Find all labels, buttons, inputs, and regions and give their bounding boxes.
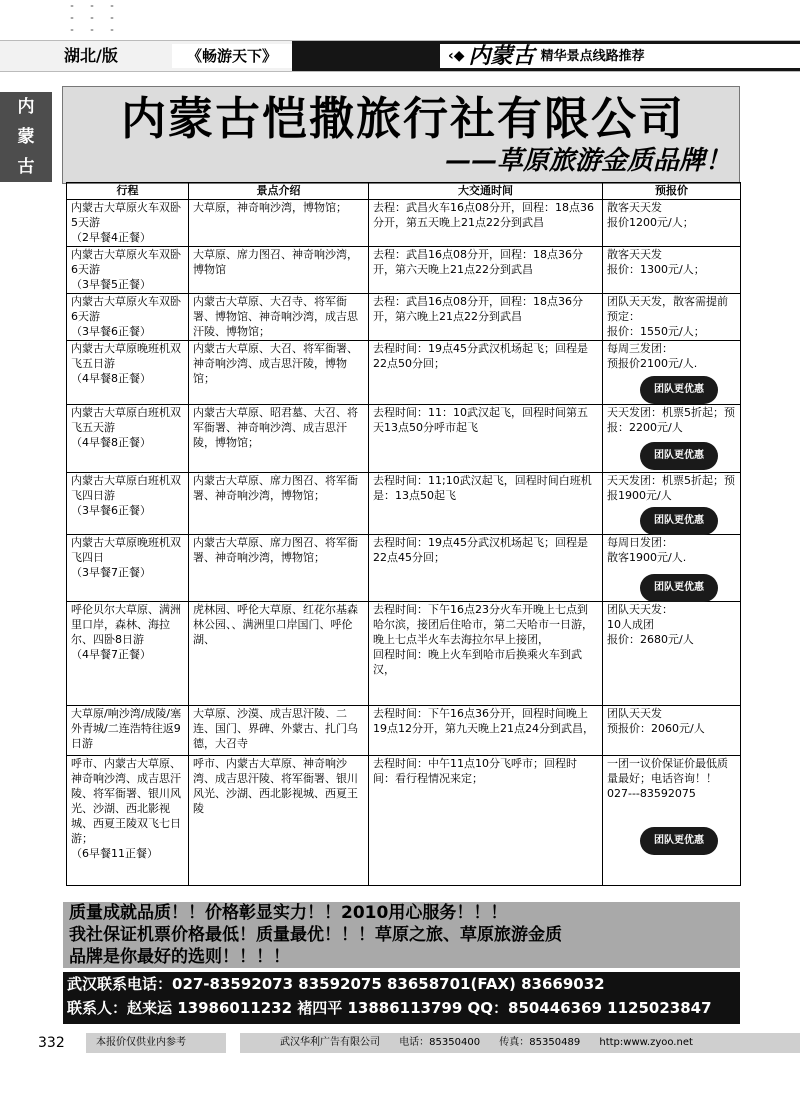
table-row — [67, 341, 741, 405]
sights-cell: 呼市、内蒙古大草原、神奇响沙湾、成吉思汗陵、将军衙署、银川风光、沙湖、西北影视城、西夏王陵 — [189, 756, 369, 886]
route-name: 内蒙古大草原白班机双飞四日游 — [71, 474, 181, 502]
decorative-dot-grid — [62, 0, 122, 36]
transport-line: 去程：武昌火车16点08分开，回程：18点36分开，第五天晚上21点22分到武昌 — [373, 201, 594, 229]
transport-line: 回程时间：晚上火车到哈市后换乘火车到武汉， — [373, 648, 582, 676]
side-region-tab — [0, 92, 52, 182]
tour-price-table — [66, 182, 741, 886]
meal-info: （2早餐4正餐） — [71, 231, 151, 244]
price-cell — [603, 473, 741, 535]
transport-cell — [369, 473, 603, 535]
transport-cell — [369, 294, 603, 341]
table-row — [67, 200, 741, 247]
price-cell — [603, 294, 741, 341]
price-line: 报价：1300元/人； — [607, 263, 705, 276]
group-discount-badge: 团队更优惠 — [643, 830, 715, 852]
route-cell — [67, 756, 189, 886]
header-price: 预报价 — [603, 183, 741, 200]
contact-people: 联系人：赵来运 13986011232 褚四平 13886113799 QQ：850446369 1125023847 — [67, 999, 712, 1017]
table-row — [67, 473, 741, 535]
price-cell — [603, 706, 741, 756]
brand-slogan: ——草原旅游金质品牌！ — [444, 146, 731, 176]
route-cell — [67, 294, 189, 341]
route-cell — [67, 602, 189, 706]
route-name: 内蒙古大草原晚班机双飞四日 — [71, 536, 181, 564]
meal-info: （3早餐6正餐） — [71, 325, 151, 338]
price-cell — [603, 535, 741, 602]
side-tab-char: 内 — [17, 97, 35, 117]
footer-website: http:www.zyoo.net — [599, 1037, 693, 1048]
header-sights: 景点介绍 — [189, 183, 369, 200]
transport-line: 去程时间：下午16点23分火车开晚上七点到哈尔滨，接团后住哈市，第二天哈市一日游，晚上七点半火车去海拉尔早上接团， — [373, 603, 593, 646]
header-route: 行程 — [67, 183, 189, 200]
route-name: 内蒙古大草原白班机双飞五天游 — [71, 406, 181, 434]
section-label: 《畅游天下》 — [172, 44, 292, 68]
company-name: 内蒙古恺撒旅行社有限公司 — [120, 92, 685, 145]
transport-cell — [369, 706, 603, 756]
price-line: 天天发团：机票5折起；预报1900元/人 — [607, 474, 735, 502]
price-cell — [603, 341, 741, 405]
footer-note: 本报价仅供业内参考 — [86, 1033, 226, 1053]
transport-cell — [369, 247, 603, 294]
transport-cell — [369, 405, 603, 473]
price-cell — [603, 200, 741, 247]
price-line: 散客天天发 — [607, 201, 662, 214]
footer-fax: 传真：85350489 — [499, 1037, 581, 1048]
region-subtitle: 精华景点线路推荐 — [540, 49, 645, 64]
table-row — [67, 602, 741, 706]
table-row — [67, 756, 741, 886]
table-row — [67, 294, 741, 341]
footer-phone: 电话：85350400 — [399, 1037, 481, 1048]
route-cell — [67, 535, 189, 602]
meal-info: （3早餐7正餐） — [71, 566, 151, 579]
price-line: 天天发团：机票5折起；预报：2200元/人 — [607, 406, 735, 434]
promo-line: 质量成就品质！！价格彰显实力！！2010用心服务！！！ — [69, 903, 508, 923]
footer-publisher: 武汉华利广告有限公司 — [280, 1037, 380, 1048]
meal-info: （6早餐11正餐） — [71, 847, 158, 860]
transport-cell — [369, 535, 603, 602]
region-script-title: 内蒙古 — [468, 43, 535, 69]
meal-info: （3早餐6正餐） — [71, 504, 151, 517]
side-tab-char: 蒙 — [17, 127, 35, 147]
price-line: 报价1200元/人； — [607, 216, 694, 229]
sights-cell: 大草原、席力图召、神奇响沙湾，博物馆 — [189, 247, 369, 294]
price-line: 团队天天发，散客需提前预定： — [607, 295, 728, 323]
price-line: 团队天天发 — [607, 707, 662, 720]
price-line: 027---83592075 — [607, 787, 696, 800]
sights-cell: 内蒙古大草原、大召寺、将军衙署、博物馆、神奇响沙湾，成吉思汗陵、博物馆； — [189, 294, 369, 341]
promo-line: 品牌是你最好的选则！！！！ — [69, 947, 290, 967]
price-line: 报价：2680元/人 — [607, 633, 694, 646]
price-line: 预报价2100元/人. — [607, 357, 698, 370]
transport-line: 去程时间：19点45分武汉机场起飞；回程是22点50分回； — [373, 342, 588, 370]
header-transport: 大交通时间 — [369, 183, 603, 200]
price-line: 每周三发团： — [607, 342, 673, 355]
table-row — [67, 706, 741, 756]
transport-line: 去程时间：11;10武汉起飞，回程时间白班机是：13点50起飞 — [373, 474, 592, 502]
price-line: 每周日发团： — [607, 536, 673, 549]
region-tag — [440, 44, 800, 68]
edition-label: 湖北/版 — [64, 46, 118, 65]
table-row — [67, 405, 741, 473]
table-header-row — [67, 183, 741, 200]
sights-cell: 大草原，神奇响沙湾，博物馆； — [189, 200, 369, 247]
price-line: 团队天天发： — [607, 603, 673, 616]
price-line: 散客天天发 — [607, 248, 662, 261]
route-cell — [67, 405, 189, 473]
route-name: 内蒙古大草原火车双卧6天游 — [71, 295, 181, 323]
meal-info: （4早餐7正餐） — [71, 648, 151, 661]
meal-info: （3早餐5正餐） — [71, 278, 151, 291]
sights-cell: 内蒙古大草原、席力图召、将军衙署、神奇响沙湾，博物馆； — [189, 535, 369, 602]
price-cell — [603, 602, 741, 706]
price-line: 散客1900元/人. — [607, 551, 687, 564]
price-line: 预报价：2060元/人 — [607, 722, 705, 735]
table-row — [67, 247, 741, 294]
meal-info: （4早餐8正餐） — [71, 372, 151, 385]
route-name: 呼市、内蒙古大草原、神奇响沙湾、成吉思汗陵、将军衙署、银川风光、沙湖、西北影视城、西夏王陵双飞七日游； — [71, 757, 181, 845]
meal-info: （4早餐8正餐） — [71, 436, 151, 449]
contact-box — [63, 972, 740, 1024]
route-cell — [67, 200, 189, 247]
company-title-box — [62, 86, 740, 184]
price-line: 一团一议价保证价最低质量最好；电话咨询！！ — [607, 757, 728, 785]
transport-cell — [369, 341, 603, 405]
transport-line: 去程：武昌16点08分开，回程：18点36分开，第六天晚上21点22分到武昌 — [373, 248, 583, 276]
route-cell — [67, 341, 189, 405]
sights-cell: 内蒙古大草原、昭君墓、大召、将军衙署、神奇响沙湾、成吉思汗陵，博物馆； — [189, 405, 369, 473]
route-name: 大草原/响沙湾/成陵/塞外青城/二连浩特往返9日游 — [71, 707, 182, 750]
route-cell — [67, 473, 189, 535]
group-discount-badge: 团队更优惠 — [643, 510, 715, 532]
side-tab-char: 古 — [17, 157, 35, 177]
transport-cell — [369, 200, 603, 247]
price-line: 10人成团 — [607, 618, 654, 631]
transport-line: 去程时间：11：10武汉起飞，回程时间第五天13点50分呼市起飞 — [373, 406, 588, 434]
route-cell — [67, 247, 189, 294]
top-header-bar — [0, 40, 800, 72]
transport-cell — [369, 756, 603, 886]
transport-line: 去程时间：下午16点36分开，回程时间晚上19点12分开，第九天晚上21点24分到武昌， — [373, 707, 594, 735]
region-banner — [292, 41, 800, 71]
sights-cell: 内蒙古大草原、大召、将军衙署、神奇响沙湾、成吉思汗陵，博物馆； — [189, 341, 369, 405]
price-cell — [603, 756, 741, 886]
group-discount-badge: 团队更优惠 — [643, 379, 715, 401]
contact-phones: 武汉联系电话：027-83592073 83592075 83658701(FAX) 83669032 — [67, 975, 605, 993]
sights-cell: 大草原、沙漠、成吉思汗陵、二连、国门、界碑、外蒙古、扎门乌德，大召寺 — [189, 706, 369, 756]
sights-cell: 虎林园、呼伦大草原、红花尔基森林公园、、满洲里口岸国门、呼伦湖、 — [189, 602, 369, 706]
route-name: 内蒙古大草原火车双卧6天游 — [71, 248, 181, 276]
page-number: 332 — [38, 1035, 65, 1051]
group-discount-badge: 团队更优惠 — [643, 445, 715, 467]
route-cell — [67, 706, 189, 756]
route-name: 内蒙古大草原火车双卧5天游 — [71, 201, 181, 229]
transport-cell — [369, 602, 603, 706]
double-chevron-icon: ‹◆ — [448, 48, 465, 64]
promo-line: 我社保证机票价格最低！质量最优！！！草原之旅、草原旅游金质 — [69, 925, 562, 945]
route-name: 呼伦贝尔大草原、满洲里口岸，森林、海拉尔、四卧8日游 — [71, 603, 181, 646]
promo-slogan-box — [63, 902, 740, 968]
group-discount-badge: 团队更优惠 — [643, 577, 715, 599]
price-cell — [603, 405, 741, 473]
transport-line: 去程：武昌16点08分开，回程：18点36分开，第六晚上21点22分到武昌 — [373, 295, 583, 323]
price-cell — [603, 247, 741, 294]
transport-line: 去程时间：中午11点10分飞呼市；回程时间：看行程情况来定； — [373, 757, 577, 785]
transport-line: 去程时间：19点45分武汉机场起飞；回程是22点45分回； — [373, 536, 588, 564]
sights-cell: 内蒙古大草原、席力图召、将军衙署、神奇响沙湾，博物馆； — [189, 473, 369, 535]
page-footer — [0, 1032, 800, 1054]
footer-publisher-bar — [240, 1033, 800, 1053]
route-name: 内蒙古大草原晚班机双飞五日游 — [71, 342, 181, 370]
table-row — [67, 535, 741, 602]
price-line: 报价：1550元/人； — [607, 325, 705, 338]
